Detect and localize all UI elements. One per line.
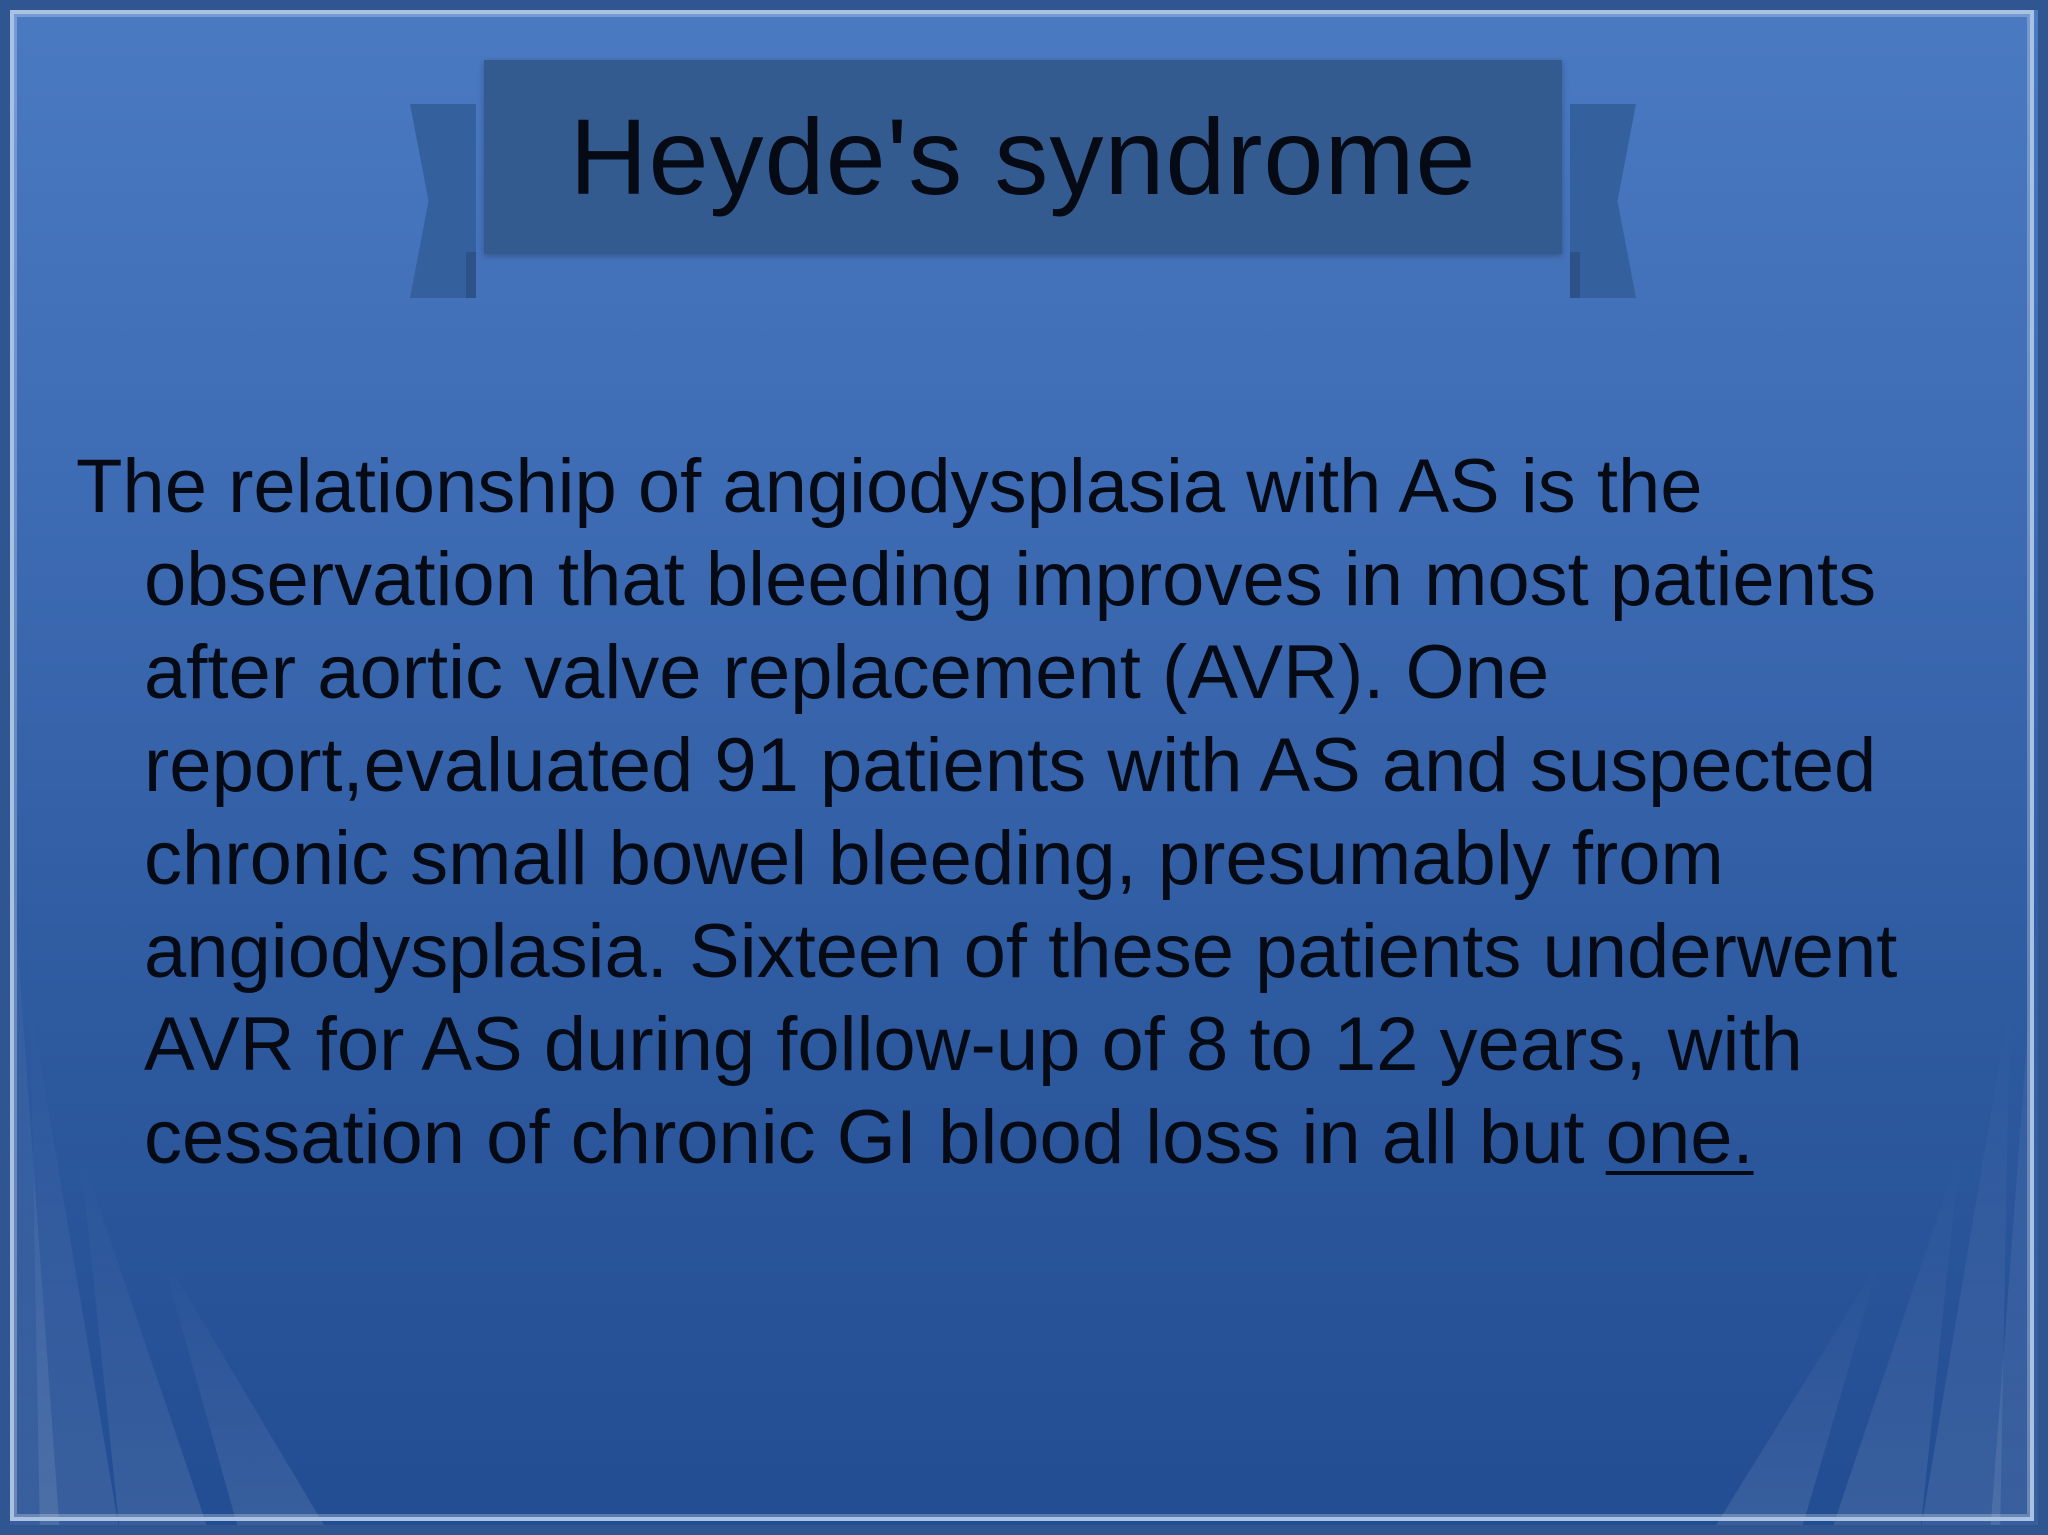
slide-title: Heyde's syndrome [569,96,1477,217]
slide-body [76,440,2044,1184]
ribbon-fold-left [466,252,476,298]
title-banner [484,60,1562,254]
ribbon-fold-right [1570,252,1580,298]
body-text-main: The relationship of angiodysplasia with AS is the observation that bleeding improves in most patients after aortic valve replacement (AVR). One report,evaluated 91 patients with AS and suspected chronic small bowel bleeding, presumably from angiodysplasia. Sixteen of these patients underwent AVR for AS during follow-up of 8 to 12 years, with cessation of chronic GI blood loss in all but [76,444,1898,1180]
body-text-underlined: one. [1605,1095,1754,1180]
